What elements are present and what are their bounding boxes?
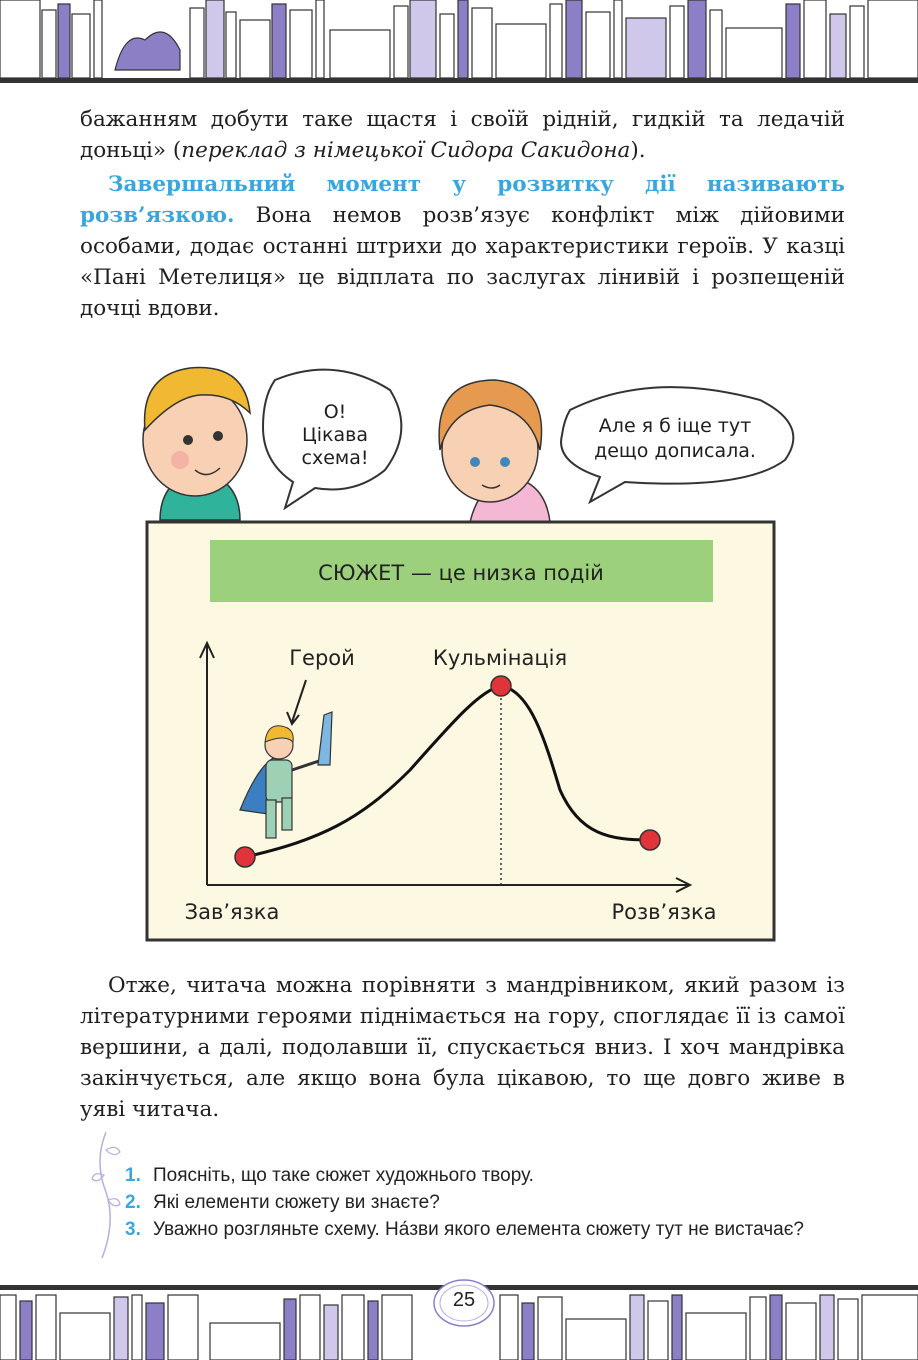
bubble-girl-line-2: дещо дописала. xyxy=(594,440,756,462)
flourish-decoration xyxy=(86,1130,126,1260)
speech-bubble-girl xyxy=(561,387,793,502)
definition-highlight: Завершальний момент у розвитку дії називають розв’язкою. xyxy=(80,172,845,228)
paragraph2-text: Вона немов розв’язує конфлікт між дійовими особами, додає останні штрихи до характеристики героїв. У казці «Пані Метелиця» це відплата по заслугах лінивій і розпещеній дочці вдови. xyxy=(80,203,845,321)
point-exposition xyxy=(235,847,255,867)
bubble-girl-line-1: Але я б іще тут xyxy=(598,415,752,437)
girl-illustration xyxy=(439,380,550,522)
bubble-boy-line-3: схема! xyxy=(301,447,369,469)
page-number-text: 25 xyxy=(452,1289,476,1311)
point-denouement xyxy=(640,830,660,850)
label-hero: Герой xyxy=(289,646,355,670)
question-text: Поясніть, що таке сюжет художнього твору. xyxy=(153,1165,534,1186)
paragraph-continuation xyxy=(80,104,845,166)
paragraph1-text: бажанням добути таке щастя і своїй рідній, гидкій та ледачій доньці» ( xyxy=(80,107,845,163)
plot-diagram-illustration xyxy=(0,350,918,950)
bubble-boy-line-1: О! xyxy=(323,401,347,423)
label-exposition: Зав’язка xyxy=(184,900,280,924)
boy-illustration xyxy=(143,368,250,520)
bookshelf-top-decoration xyxy=(0,0,918,88)
paragraph3-text: Отже, читача можна порівняти з мандрівником, який разом із літературними героями піднімається на гору, споглядає її із самої вершини, а далі, подолавши її, спускається вниз. І хоч мандрівка закінчується, але якщо вона була цікавою, то ще довго живе в уяві читача. xyxy=(80,973,845,1122)
paragraph-conclusion xyxy=(80,970,845,1125)
label-climax: Кульмінація xyxy=(432,646,568,670)
bubble-boy-line-2: Цікава xyxy=(302,424,368,446)
question-item xyxy=(125,1189,845,1216)
questions-list xyxy=(125,1162,845,1243)
question-text: Уважно розгляньте схему. На́зви якого елемента сюжету тут не вистачає? xyxy=(153,1219,805,1240)
paragraph-denouement xyxy=(80,169,845,324)
question-item xyxy=(125,1216,845,1243)
diagram-title: СЮЖЕТ — це низка подій xyxy=(318,561,604,585)
label-denouement: Розв’язка xyxy=(611,900,717,924)
question-item xyxy=(125,1162,845,1189)
question-number: 2. xyxy=(125,1192,141,1213)
point-climax xyxy=(491,676,511,696)
translator-note: переклад з німецької Сидора Сакидона xyxy=(181,138,631,163)
speech-bubble-boy xyxy=(263,370,401,508)
paragraph1-end: ). xyxy=(630,138,646,163)
question-text: Які елементи сюжету ви знаєте? xyxy=(153,1192,440,1213)
question-number: 3. xyxy=(125,1219,141,1240)
question-number: 1. xyxy=(125,1165,141,1186)
page-number xyxy=(432,1277,496,1329)
